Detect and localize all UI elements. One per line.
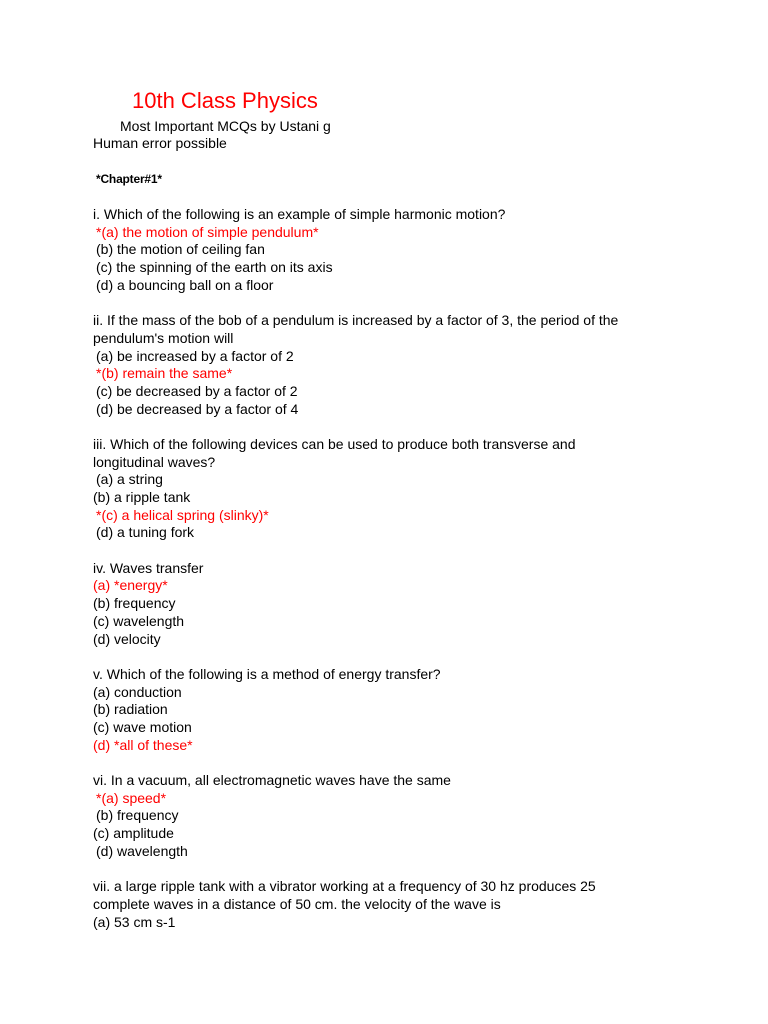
answer-option: (d) velocity: [93, 630, 161, 647]
answer-option: (b) frequency: [96, 807, 179, 824]
question-text: i. Which of the following is an example of simple harmonic motion?: [93, 206, 506, 222]
correct-answer-option: *(a) speed*: [96, 789, 167, 806]
answer-option: (b) a ripple tank: [93, 489, 191, 505]
answer-option: (c) wavelength: [93, 612, 185, 629]
chapter-heading: *Chapter#1*: [96, 172, 162, 186]
answer-option: (d) be decreased by a factor of 4: [96, 400, 299, 417]
answer-option: (c) wave motion: [93, 718, 192, 735]
question-block: [93, 312, 653, 418]
question-text: vi. In a vacuum, all electromagnetic waves have the same: [93, 772, 451, 788]
question-text: vii. a large ripple tank with a vibrator working at a frequency of 30 hz produces 25: [93, 878, 596, 895]
question-text: v. Which of the following is a method of energy transfer?: [93, 665, 441, 682]
answer-option: (b) frequency: [93, 595, 176, 612]
answer-option: (a) be increased by a factor of 2: [96, 347, 294, 364]
answer-option: (b) the motion of ceiling fan: [96, 241, 265, 258]
question-block: [93, 878, 653, 931]
page-subtitle: Most Important MCQs by Ustani g: [120, 118, 331, 134]
answer-option: (c) be decreased by a factor of 2: [96, 382, 298, 399]
correct-answer-option: (a) *energy*: [93, 577, 168, 594]
correct-answer-option: *(c) a helical spring (slinky)*: [96, 506, 269, 523]
answer-option: (c) the spinning of the earth on its axis: [96, 259, 333, 276]
answer-option: (d) a tuning fork: [96, 524, 195, 541]
question-block: [93, 206, 653, 294]
question-text: ii. If the mass of the bob of a pendulum is increased by a factor of 3, the period of the: [93, 312, 619, 329]
question-list: [93, 206, 653, 949]
page-title: 10th Class Physics: [132, 88, 318, 113]
answer-option: longitudinal waves?: [93, 453, 216, 470]
correct-answer-option: *(a) the motion of simple pendulum*: [96, 223, 319, 240]
answer-option: complete waves in a distance of 50 cm. the velocity of the wave is: [93, 895, 501, 912]
answer-option: (d) wavelength: [96, 842, 188, 859]
answer-option: pendulum's motion will: [93, 329, 234, 346]
correct-answer-option: (d) *all of these*: [93, 736, 193, 753]
question-block: [93, 772, 653, 860]
correct-answer-option: *(b) remain the same*: [96, 365, 233, 382]
disclaimer-note: Human error possible: [93, 135, 227, 151]
answer-option: (d) a bouncing ball on a floor: [96, 276, 274, 293]
question-block: [93, 560, 653, 648]
answer-option: (a) conduction: [93, 683, 182, 700]
question-block: [93, 436, 653, 542]
question-text: iii. Which of the following devices can be used to produce both transverse and: [93, 435, 576, 452]
answer-option: (b) radiation: [93, 701, 168, 718]
answer-option: (c) amplitude: [93, 825, 174, 842]
question-block: [93, 666, 653, 754]
question-text: iv. Waves transfer: [93, 559, 204, 576]
answer-option: (a) a string: [96, 471, 163, 488]
answer-option: (a) 53 cm s-1: [93, 913, 176, 930]
